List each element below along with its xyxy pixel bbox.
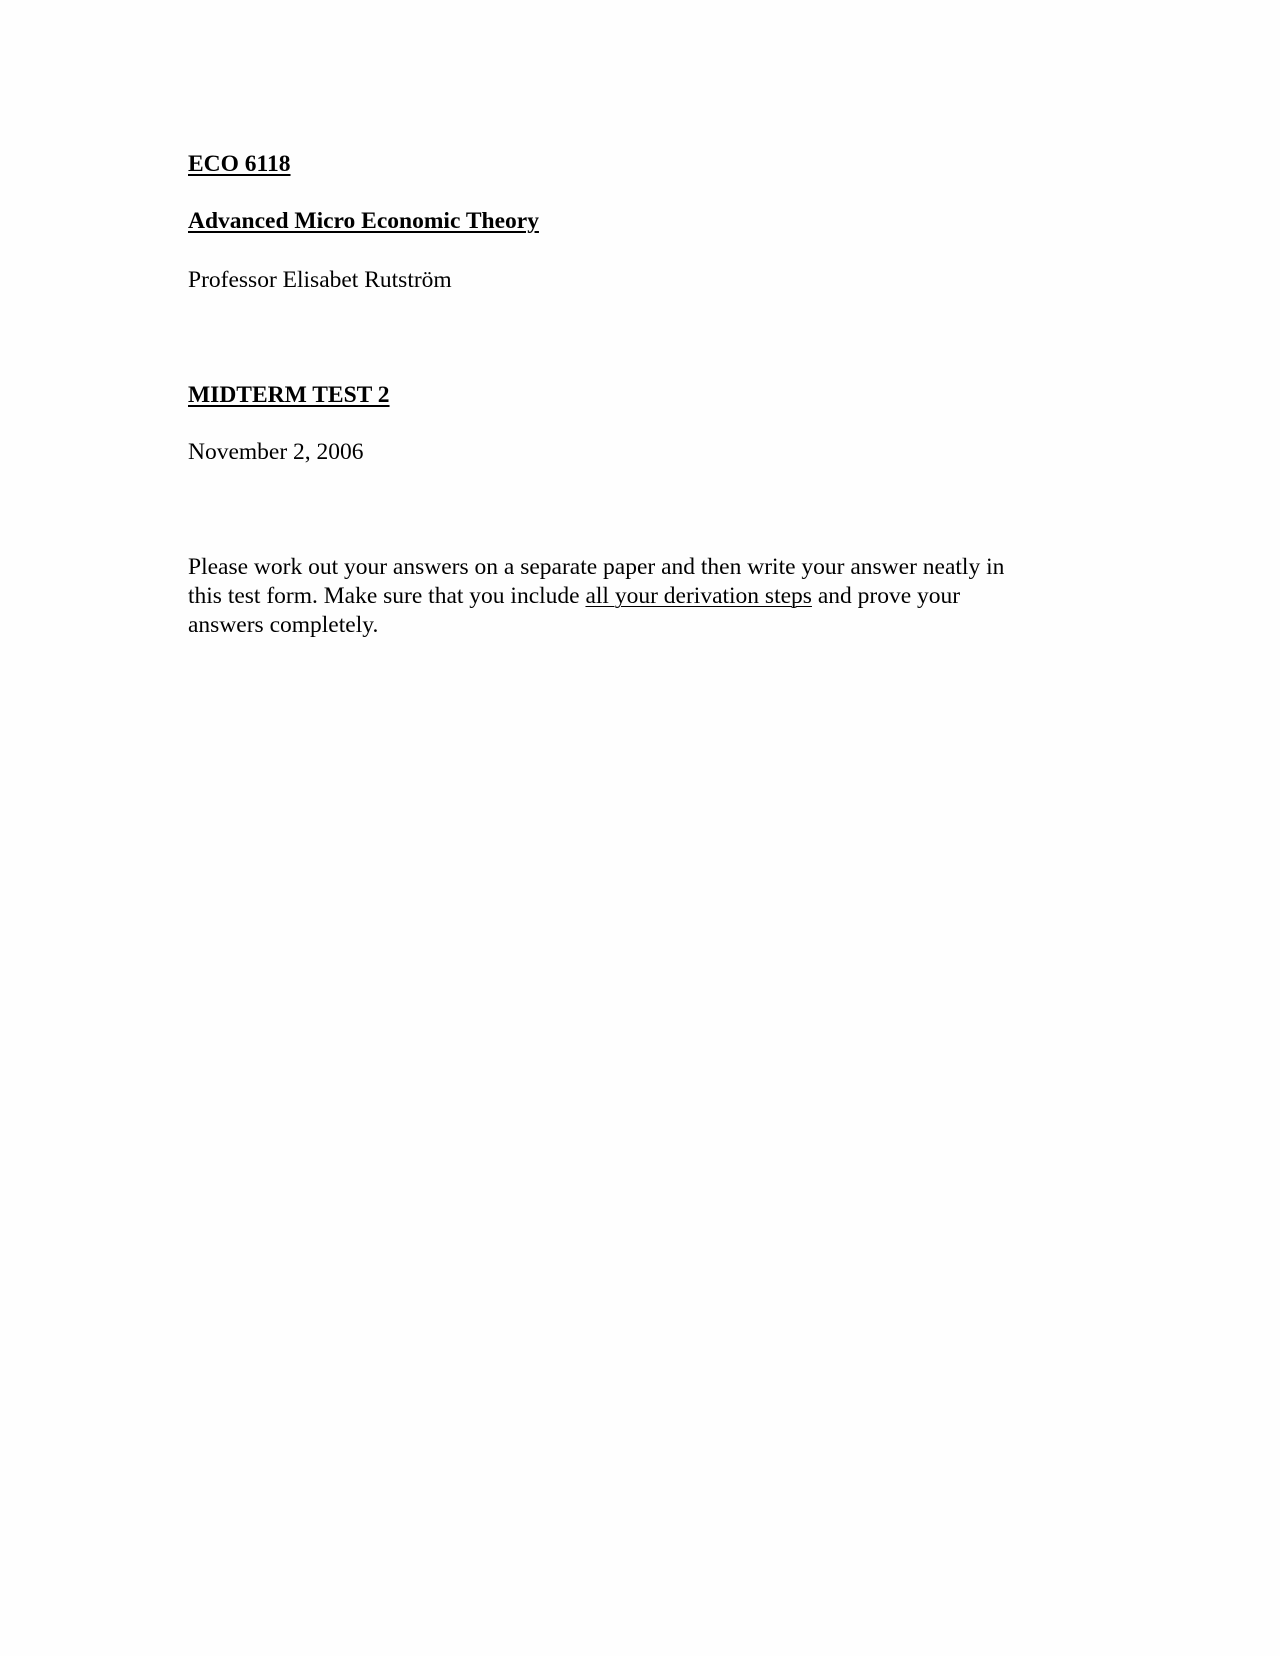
course-code: ECO 6118 <box>188 151 291 177</box>
instructions-line-1: Please work out your answers on a separate paper and then write your answer neatly in <box>188 554 1005 580</box>
course-title: Advanced Micro Economic Theory <box>188 208 539 234</box>
instructions-line-2 <box>188 582 1088 611</box>
test-title: MIDTERM TEST 2 <box>188 382 390 408</box>
instructions-paragraph <box>188 553 1088 640</box>
instructions-line-2-start: this test form. Make sure that you include <box>188 583 586 609</box>
instructions-line-3: answers completely. <box>188 612 379 638</box>
professor-name: Professor Elisabet Rutström <box>188 267 452 293</box>
derivation-steps-emphasis: all your derivation steps <box>585 583 812 609</box>
instructions-line-2-end: and prove your <box>811 583 961 609</box>
test-date: November 2, 2006 <box>188 439 364 465</box>
